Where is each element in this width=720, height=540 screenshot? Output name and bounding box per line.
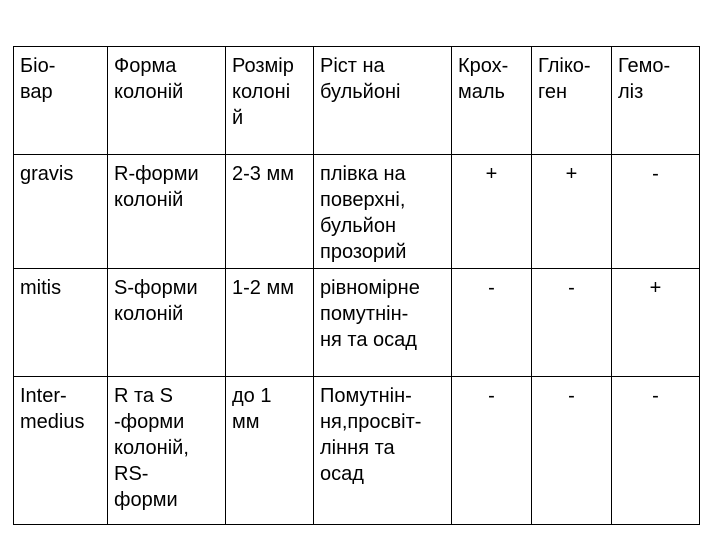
cell-broth-growth: Помутнін- ня,просвіт- ління та осад [314,377,452,525]
cell-glycogen: - [532,269,612,377]
cell-starch: - [452,377,532,525]
table-header-row [14,47,700,155]
table-row-intermedius [14,377,700,525]
header-starch: Крох- маль [452,47,532,155]
cell-biovar: Inter- medius [14,377,108,525]
cell-colony-form: R-форми колоній [108,155,226,269]
header-glycogen: Гліко- ген [532,47,612,155]
cell-colony-size: до 1 мм [226,377,314,525]
header-biovar: Біо- вар [14,47,108,155]
cell-starch: + [452,155,532,269]
cell-colony-form: S-форми колоній [108,269,226,377]
cell-broth-growth: плівка на поверхні, бульйон прозорий [314,155,452,269]
cell-broth-growth: рівномірне помутнін- ня та осад [314,269,452,377]
cell-biovar: mitis [14,269,108,377]
cell-hemolysis: - [612,155,700,269]
cell-hemolysis: + [612,269,700,377]
header-broth-growth: Ріст на бульйоні [314,47,452,155]
header-colony-size: Розмір колоні й [226,47,314,155]
cell-starch: - [452,269,532,377]
cell-glycogen: + [532,155,612,269]
cell-hemolysis: - [612,377,700,525]
cell-colony-size: 2-3 мм [226,155,314,269]
table-row-gravis [14,155,700,269]
cell-colony-size: 1-2 мм [226,269,314,377]
cell-biovar: gravis [14,155,108,269]
cell-glycogen: - [532,377,612,525]
header-hemolysis: Гемо- ліз [612,47,700,155]
biovar-table [13,46,700,525]
header-colony-form: Форма колоній [108,47,226,155]
cell-colony-form: R та S -форми колоній, RS- форми [108,377,226,525]
table-row-mitis [14,269,700,377]
